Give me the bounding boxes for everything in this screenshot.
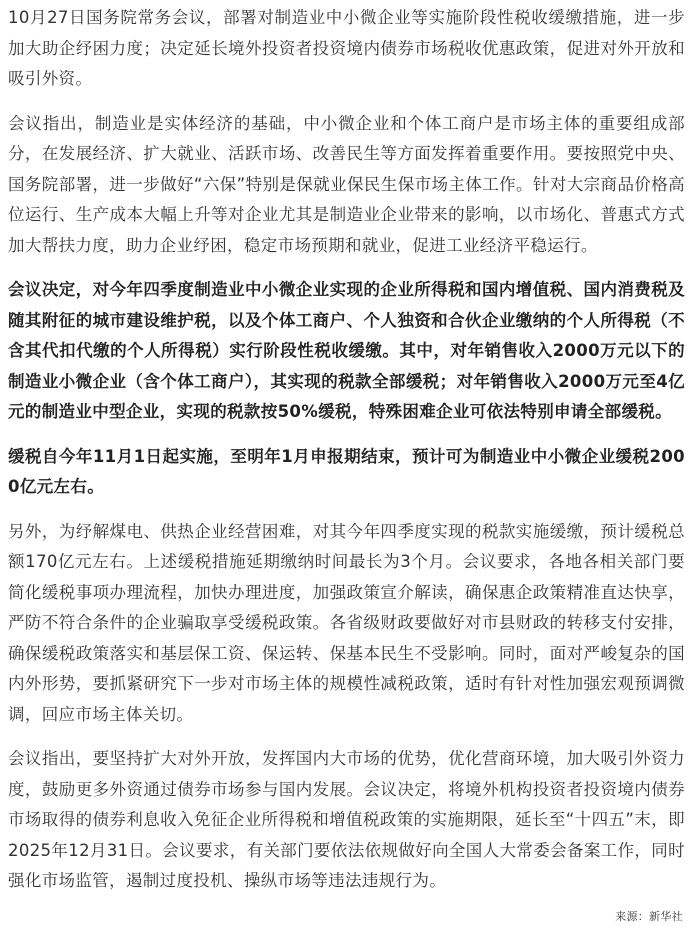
paragraph-deferral-timeline: 缓税自今年11月1日起实施，至明年1月申报期结束，预计可为制造业中小微企业缓税2000亿元左右。 [8,446,685,496]
paragraph-tax-deferral-decision: 会议决定，对今年四季度制造业中小微企业实现的企业所得税和国内增值税、国内消费税及随其附征的城市建设维护税，以及个体工商户、个人独资和合伙企业缴纳的个人所得税（不含其代扣代缴的个人所得税）实行阶段性税收缓缴。其中，对年销售收入2000万元以下的制造业小微企业（含个体工商户），其实现的税款全部缓税；对年销售收入2000万元至4亿元的制造业中型企业，实现的税款按50%缓税，特殊困难企业可依法特别申请全部缓税。 [8,280,685,421]
paragraph-meeting-points: 会议指出，制造业是实体经济的基础，中小微企业和个体工商户是市场主体的重要组成部分，在发展经济、扩大就业、活跃市场、改善民生等方面发挥着重要作用。要按照党中央、国务院部署，进一步做好“六保”特别是保就业保民生保市场主体工作。针对大宗商品价格高位运行、生产成本大幅上升等对企业尤其是制造业企业带来的影响，以市场化、普惠式方式加大帮扶力度，助力企业纾困，稳定市场预期和就业，促进工业经济平稳运行。 [8,113,685,255]
paragraph-coal-heating: 另外，为纾解煤电、供热企业经营困难，对其今年四季度实现的税款实施缓缴，预计缓税总额170亿元左右。上述缓税措施延期缴纳时间最长为3个月。会议要求，各地各相关部门要简化缓税事项办理流程，加快办理进度，加强政策宣介解读，确保惠企政策精准直达快享，严防不符合条件的企业骗取享受缓税政策。各省级财政要做好对市县财政的转移支付安排，确保缓税政策落实和基层保工资、保运转、保基本民生不受影响。同时，面对严峻复杂的国内外形势，要抓紧研究下一步对市场主体的规模性减税政策，适时有针对性加强宏观预调微调，回应市场主体关切。 [8,521,685,724]
paragraph-opening-up: 会议指出，要坚持扩大对外开放，发挥国内大市场的优势，优化营商环境，加大吸引外资力度，鼓励更多外资通过债券市场参与国内发展。会议决定，将境外机构投资者投资境内债券市场取得的债券利息收入免征企业所得税和增值税政策的实施期限，延长至“十四五”末，即2025年12月31日。会议要求，有关部门要依法依规做好向全国人大常委会备案工作，同时强化市场监管，遏制过度投机、操纵市场等违法违规行为。 [8,749,685,890]
paragraph-intro: 10月27日国务院常务会议，部署对制造业中小微企业等实施阶段性税收缓缴措施，进一步加大助企纾困力度；决定延长境外投资者投资境内债券市场税收优惠政策，促进对外开放和吸引外资。 [8,8,685,88]
source-credit: 来源：新华社 [615,910,683,923]
